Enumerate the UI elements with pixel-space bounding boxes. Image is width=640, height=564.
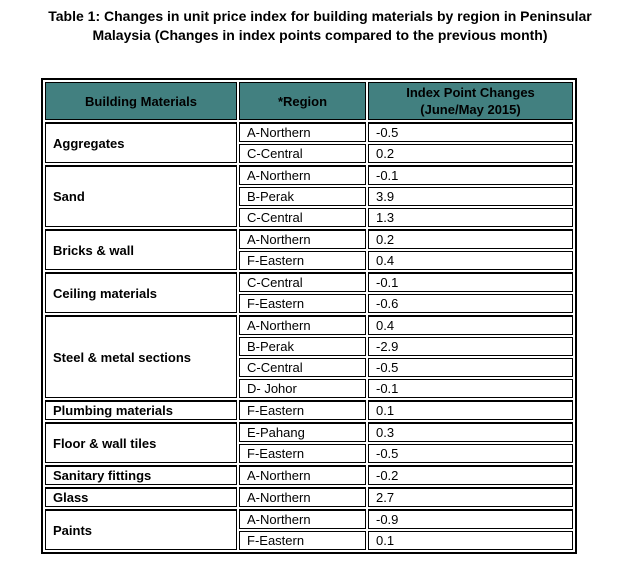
material-cell: Floor & wall tiles	[45, 422, 237, 463]
region-cell: A-Northern	[239, 229, 366, 249]
table-title-line1: Table 1: Changes in unit price index for building materials by region in Peninsular	[48, 8, 592, 24]
header-index-point-changes	[368, 82, 573, 120]
value-cell: 0.2	[368, 144, 573, 163]
value-cell: -0.6	[368, 294, 573, 313]
material-cell: Aggregates	[45, 122, 237, 163]
table-row	[45, 400, 573, 420]
material-cell: Plumbing materials	[45, 400, 237, 420]
header-region: *Region	[239, 82, 366, 120]
header-index-line1: Index Point Changes	[406, 85, 535, 100]
table-row	[45, 465, 573, 485]
region-cell: A-Northern	[239, 465, 366, 485]
value-cell: 1.3	[368, 208, 573, 227]
table-row	[45, 229, 573, 249]
table-row	[45, 422, 573, 442]
region-cell: C-Central	[239, 208, 366, 227]
value-cell: -0.5	[368, 444, 573, 463]
material-cell: Bricks & wall	[45, 229, 237, 270]
region-cell: F-Eastern	[239, 531, 366, 550]
value-cell: 0.1	[368, 531, 573, 550]
material-cell: Steel & metal sections	[45, 315, 237, 398]
value-cell: -0.9	[368, 509, 573, 529]
value-cell: -0.5	[368, 358, 573, 377]
header-row	[45, 82, 573, 120]
value-cell: 0.4	[368, 315, 573, 335]
value-cell: -2.9	[368, 337, 573, 356]
value-cell: -0.5	[368, 122, 573, 142]
value-cell: -0.1	[368, 165, 573, 185]
building-materials-table	[41, 78, 577, 554]
material-cell: Ceiling materials	[45, 272, 237, 313]
value-cell: -0.1	[368, 272, 573, 292]
table-row	[45, 122, 573, 142]
region-cell: F-Eastern	[239, 294, 366, 313]
region-cell: C-Central	[239, 358, 366, 377]
material-cell: Sanitary fittings	[45, 465, 237, 485]
table-title	[0, 7, 640, 45]
region-cell: C-Central	[239, 144, 366, 163]
region-cell: C-Central	[239, 272, 366, 292]
value-cell: 0.3	[368, 422, 573, 442]
material-cell: Glass	[45, 487, 237, 507]
table-title-line2: Malaysia (Changes in index points compared to the previous month)	[92, 27, 548, 43]
region-cell: F-Eastern	[239, 400, 366, 420]
region-cell: A-Northern	[239, 509, 366, 529]
region-cell: E-Pahang	[239, 422, 366, 442]
material-cell: Paints	[45, 509, 237, 550]
value-cell: 0.2	[368, 229, 573, 249]
value-cell: 2.7	[368, 487, 573, 507]
region-cell: A-Northern	[239, 315, 366, 335]
region-cell: A-Northern	[239, 487, 366, 507]
value-cell: 0.1	[368, 400, 573, 420]
region-cell: D- Johor	[239, 379, 366, 398]
table-row	[45, 509, 573, 529]
region-cell: B-Perak	[239, 187, 366, 206]
table-body	[45, 122, 573, 550]
header-index-line2: (June/May 2015)	[420, 102, 521, 117]
table-row	[45, 272, 573, 292]
region-cell: F-Eastern	[239, 251, 366, 270]
value-cell: -0.2	[368, 465, 573, 485]
table-row	[45, 315, 573, 335]
region-cell: A-Northern	[239, 122, 366, 142]
material-cell: Sand	[45, 165, 237, 227]
table-row	[45, 487, 573, 507]
region-cell: F-Eastern	[239, 444, 366, 463]
region-cell: A-Northern	[239, 165, 366, 185]
value-cell: -0.1	[368, 379, 573, 398]
value-cell: 0.4	[368, 251, 573, 270]
table-row	[45, 165, 573, 185]
header-building-materials: Building Materials	[45, 82, 237, 120]
region-cell: B-Perak	[239, 337, 366, 356]
value-cell: 3.9	[368, 187, 573, 206]
